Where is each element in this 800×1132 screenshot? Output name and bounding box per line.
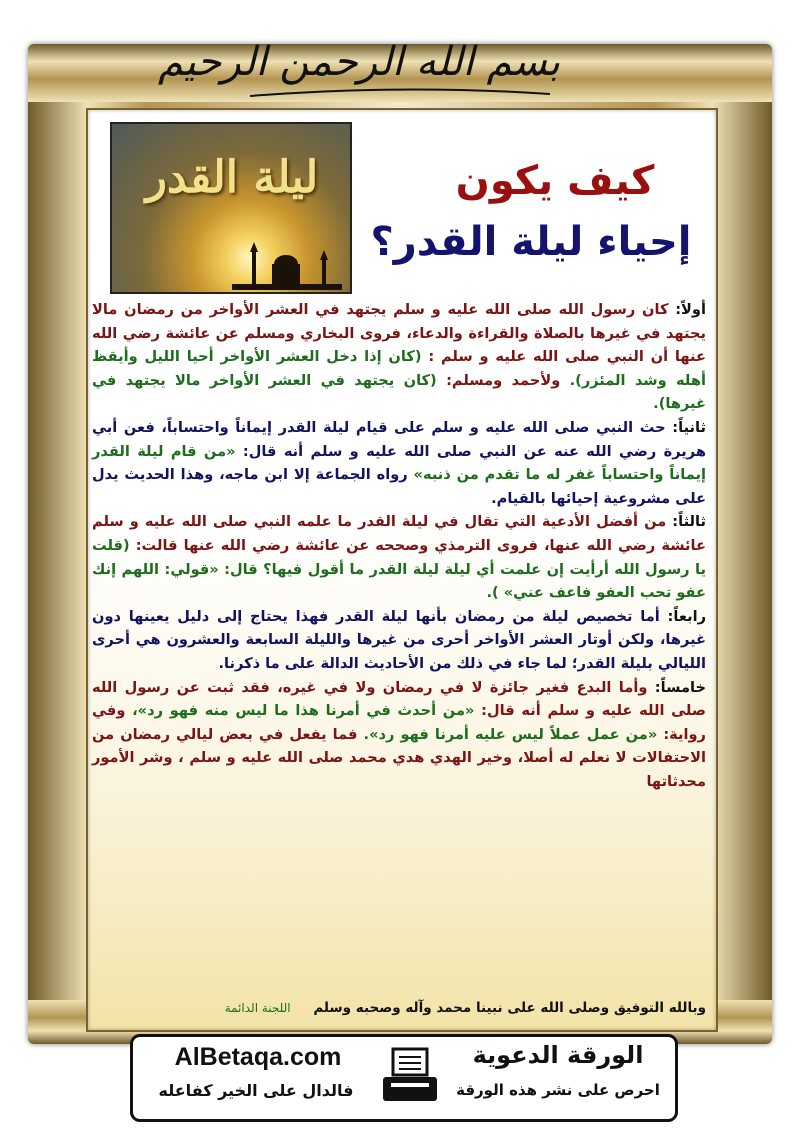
signature: اللجنة الدائمة <box>224 1001 291 1015</box>
section-first <box>92 298 706 416</box>
hero-title: ليلة القدر <box>145 152 319 203</box>
section-fifth <box>92 676 706 794</box>
hadith-quote: (قلت يا رسول الله أرأيت إن علمت أي ليلة ليلة القدر ما أقول فيها؟ قال: «قولي: اللهم إنك عفو تحب العفو فاعف عني» ). <box>92 536 706 602</box>
section-text: وفي رواية: <box>92 702 706 743</box>
page-title-line2: إحياء ليلة القدر؟ <box>370 219 692 265</box>
footer-banner <box>130 1034 678 1122</box>
section-text: وأما البدع فغير جائزة لا في رمضان ولا في غيره، فقد ثبت عن رسول الله صلى الله عليه و سلم أنه قال: <box>92 678 706 720</box>
hadith-quote: «من عمل عملاً ليس عليه أمرنا فهو رد». <box>363 725 658 743</box>
hadith-quote: «من أحدث في أمرنا هذا ما ليس منه فهو رد»، <box>132 702 475 720</box>
closing-line <box>92 1000 706 1016</box>
section-label: رابعاً: <box>667 607 706 625</box>
section-text: رواه الجماعة إلا ابن ماجه، وهذا الحديث يدل على مشروعية إحيائها بالقيام. <box>92 466 706 507</box>
section-text: كان رسول الله صلى الله عليه و سلم يجتهد في العشر الأواخر من رمضان مالا يجتهد في غيرها بالصلاة والقراءة والدعاء، فروى البخاري ومسلم عن عائشة رضي الله عنها أن النبي صلى الله عليه و سلم : <box>92 301 706 366</box>
section-text: فما يفعل في بعض ليالي رمضان من الاحتفالات لا نعلم له أصلا، وخير الهدي هدي محمد صلى الله عليه و سلم ، وشر الأمور محدثاتها <box>92 725 706 790</box>
mosque-silhouette-icon <box>232 242 342 290</box>
basmala-swash-decoration <box>250 88 550 98</box>
section-second <box>92 416 706 510</box>
section-fourth <box>92 605 706 676</box>
section-label: خامساً: <box>654 678 706 696</box>
fax-icon <box>379 1045 441 1107</box>
brand-slogan: احرص على نشر هذه الورقة <box>456 1081 660 1099</box>
article-body <box>92 298 706 793</box>
section-text: حث النبي صلى الله عليه و سلم على قيام ليلة القدر إيماناً واحتساباً، فعن أبي هريرة رضي الله عنه عن النبي صلى الله عليه و سلم أنه قال: <box>92 418 706 460</box>
hadith-quote: (كان يجتهد في العشر الأواخر مالا يجتهد في غيرها). <box>92 371 706 413</box>
brand-title: الورقة الدعوية <box>472 1041 644 1069</box>
site-slogan: فالدال على الخير كفاعله <box>158 1081 354 1100</box>
section-label: ثانياً: <box>672 418 706 436</box>
section-third <box>92 510 706 604</box>
section-text: ولأحمد ومسلم: <box>446 371 561 389</box>
section-label: ثالثاً: <box>672 513 706 531</box>
site-link[interactable]: AlBetaqa.com <box>174 1043 342 1071</box>
section-label: أولاً: <box>675 301 706 318</box>
page-title-line1: كيف يكون <box>455 158 655 204</box>
section-text: أما تخصيص ليلة من رمضان بأنها ليلة القدر فهذا يحتاج إلى دليل يعينها دون غيرها، ولكن أوتار العشر الأواخر أحرى من غيرها والليلة السابعة والعشرون هي أحرى الليالي بليلة القدر؛ لما جاء في ذلك من الأحاديث الدالة على ما ذكرنا. <box>92 607 706 672</box>
hadith-quote: (كان إذا دخل العشر الأواخر أحيا الليل وأيقظ أهله وشد المئزر). <box>92 348 706 389</box>
laylat-al-qadr-image <box>110 122 352 294</box>
section-text: من أفضل الأدعية التي تقال في ليلة القدر ما علمه النبي صلى الله عليه و سلم عائشة رضي الله عنها، فروى الترمذي وصححه عن عائشة رضي الله عنها قالت: <box>92 513 706 554</box>
hadith-quote: «من قام ليلة القدر إيماناً واحتساباً غفر له ما تقدم من ذنبه» <box>92 442 706 484</box>
closing-text: وبالله التوفيق وصلى الله على نبينا محمد وآله وصحبه وسلم <box>313 1000 706 1016</box>
basmala-calligraphy: بسم الله الرحمن الرحيم <box>157 39 560 85</box>
